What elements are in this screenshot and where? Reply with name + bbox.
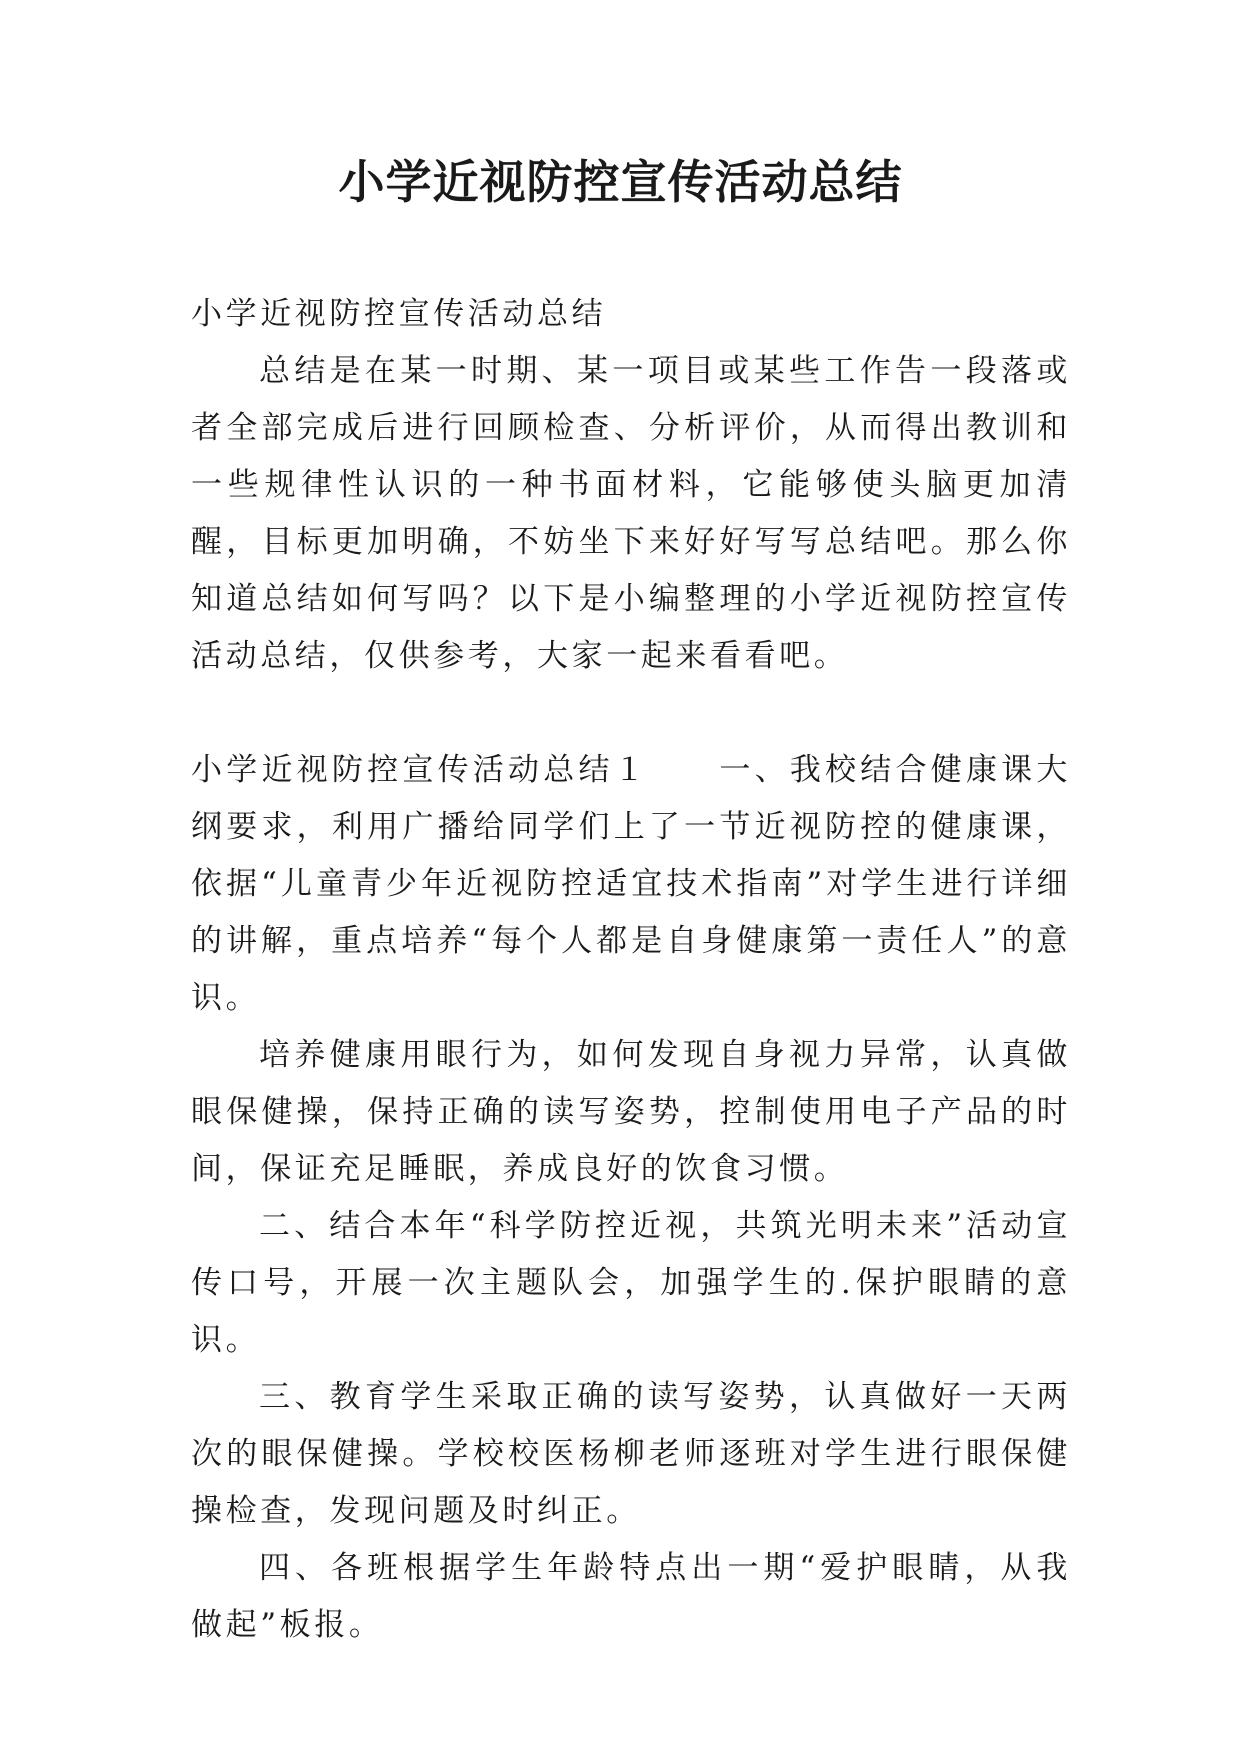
paragraph-subtitle: 小学近视防控宣传活动总结 <box>191 296 607 332</box>
paragraph-eye-habits: 培养健康用眼行为，如何发现自身视力异常，认真做眼保健操，保持正确的读写姿势，控制使用电子产品的时间，保证充足睡眠，养成良好的饮食习惯。 <box>191 1037 1071 1187</box>
paragraph-section-1: 小学近视防控宣传活动总结１ 一、我校结合健康课大纲要求，利用广播给同学们上了一节近视防控的健康课，依据“儿童青少年近视防控适宜技术指南”对学生进行详细的讲解，重点培养“每个人都是自身健康第一责任人”的意识。 <box>191 752 1071 1016</box>
paragraph-intro: 总结是在某一时期、某一项目或某些工作告一段落或者全部完成后进行回顾检查、分析评价，从而得出教训和一些规律性认识的一种书面材料，它能够使头脑更加清醒，目标更加明确，不妨坐下来好好写写总结吧。那么你知道总结如何写吗？以下是小编整理的小学近视防控宣传活动总结，仅供参考，大家一起来看看吧。 <box>191 353 1071 674</box>
paragraph-item-2: 二、结合本年“科学防控近视，共筑光明未来”活动宣传口号，开展一次主题队会，加强学生的.保护眼睛的意识。 <box>191 1208 1071 1358</box>
paragraph-spacer <box>191 685 1071 742</box>
document-body <box>191 286 1071 1654</box>
paragraph-item-4: 四、各班根据学生年龄特点出一期“爱护眼睛，从我做起”板报。 <box>191 1550 1071 1643</box>
document-title: 小学近视防控宣传活动总结 <box>338 155 903 209</box>
paragraph-item-3: 三、教育学生采取正确的读写姿势，认真做好一天两次的眼保健操。学校校医杨柳老师逐班对学生进行眼保健操检查，发现问题及时纠正。 <box>191 1379 1071 1529</box>
